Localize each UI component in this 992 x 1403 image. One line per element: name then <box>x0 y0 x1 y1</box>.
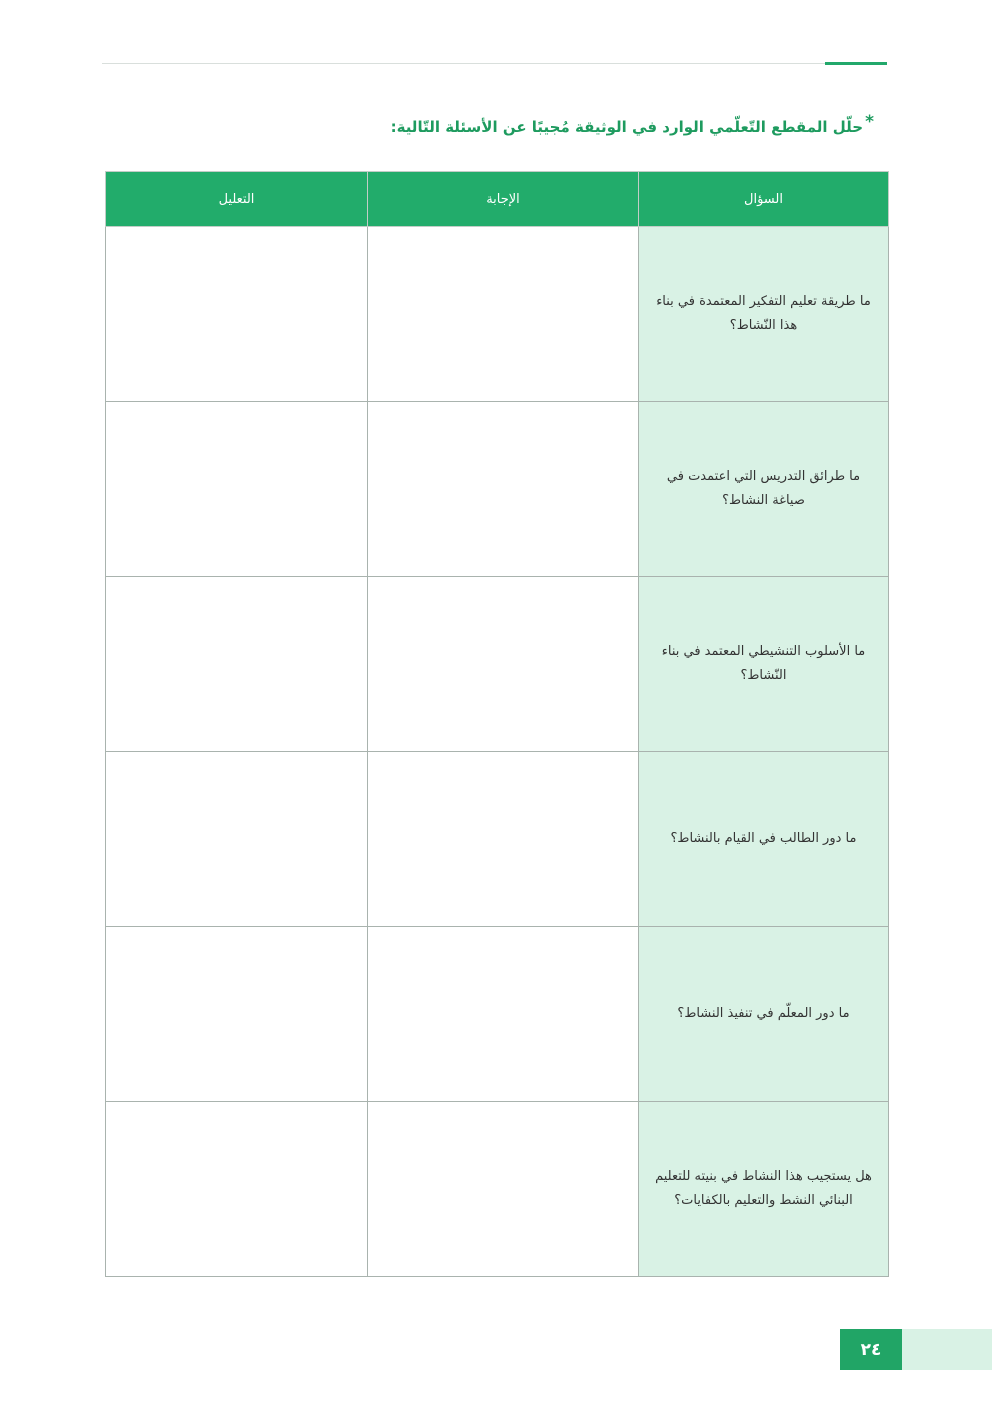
header-answer: الإجابة <box>368 172 639 227</box>
reasoning-cell[interactable] <box>106 577 368 752</box>
table-row <box>106 1102 889 1277</box>
table-header-row <box>106 172 889 227</box>
table-row <box>106 927 889 1102</box>
answer-cell[interactable] <box>368 752 639 927</box>
instruction-text <box>391 112 874 136</box>
question-cell: هل يستجيب هذا النشاط في بنيته للتعليم البنائي النشط والتعليم بالكفايات؟ <box>639 1102 889 1277</box>
table-row <box>106 402 889 577</box>
header-accent-bar <box>825 62 887 65</box>
question-cell: ما دور المعلّم في تنفيذ النشاط؟ <box>639 927 889 1102</box>
answer-cell[interactable] <box>368 402 639 577</box>
analysis-table <box>105 171 889 1277</box>
answer-cell[interactable] <box>368 1102 639 1277</box>
header-question: السؤال <box>639 172 889 227</box>
answer-cell[interactable] <box>368 227 639 402</box>
asterisk-marker: * <box>865 112 874 132</box>
reasoning-cell[interactable] <box>106 402 368 577</box>
page-number-strip <box>902 1329 992 1370</box>
header-reasoning: التعليل <box>106 172 368 227</box>
instruction-label: حلّل المقطع التّعلّمي الوارد في الوثيقة مُجيبًا عن الأسئلة التّالية: <box>390 118 864 136</box>
table-row <box>106 752 889 927</box>
header-rule <box>102 63 887 64</box>
page-number: ٢٤ <box>840 1329 902 1370</box>
answer-cell[interactable] <box>368 577 639 752</box>
reasoning-cell[interactable] <box>106 927 368 1102</box>
answer-cell[interactable] <box>368 927 639 1102</box>
reasoning-cell[interactable] <box>106 752 368 927</box>
question-cell: ما طريقة تعليم التفكير المعتمدة في بناء هذا النّشاط؟ <box>639 227 889 402</box>
question-cell: ما طرائق التدريس التي اعتمدت في صياغة النشاط؟ <box>639 402 889 577</box>
reasoning-cell[interactable] <box>106 227 368 402</box>
table-row <box>106 577 889 752</box>
question-cell: ما دور الطالب في القيام بالنشاط؟ <box>639 752 889 927</box>
question-cell: ما الأسلوب التنشيطي المعتمد في بناء النّشاط؟ <box>639 577 889 752</box>
table-row <box>106 227 889 402</box>
reasoning-cell[interactable] <box>106 1102 368 1277</box>
